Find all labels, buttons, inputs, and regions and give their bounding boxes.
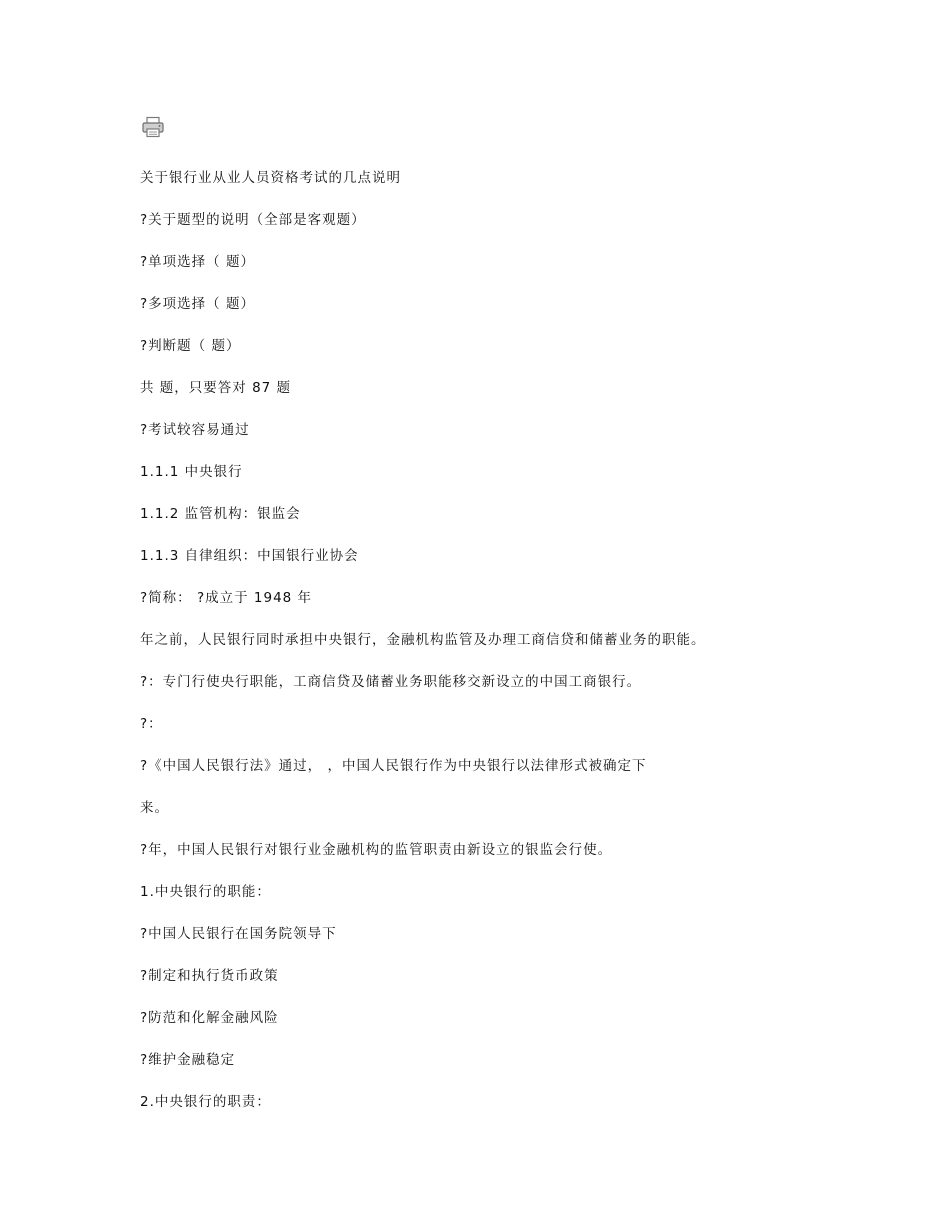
section-heading: 2.中央银行的职责：: [140, 1094, 271, 1110]
text-line: ?关于题型的说明（全部是客观题）: [140, 212, 366, 228]
text-line: ?：: [140, 716, 163, 732]
text-line: ?单项选择（ 题）: [140, 254, 255, 270]
text-line: 来。: [140, 800, 169, 816]
text-line: ?：专门行使央行职能，工商信贷及储蓄业务职能移交新设立的中国工商银行。: [140, 674, 642, 690]
printer-icon[interactable]: [141, 116, 165, 138]
text-line: 年之前，人民银行同时承担中央银行，金融机构监管及办理工商信贷和储蓄业务的职能。: [140, 632, 706, 648]
text-line: ?年，中国人民银行对银行业金融机构的监管职责由新设立的银监会行使。: [140, 842, 613, 858]
section-heading: 1.1.2 监管机构：银监会: [140, 506, 301, 522]
text-line: 共 题，只要答对 87 题: [140, 380, 292, 396]
text-line: ?考试较容易通过: [140, 422, 250, 438]
section-heading: 1.1.1 中央银行: [140, 464, 243, 480]
section-heading: 1.中央银行的职能：: [140, 884, 271, 900]
text-line: ?维护金融稳定: [140, 1052, 236, 1068]
text-line: ?简称： ?成立于 1948 年: [140, 590, 313, 606]
text-line: ?判断题（ 题）: [140, 338, 241, 354]
text-line: ?防范和化解金融风险: [140, 1010, 279, 1026]
text-line: ?多项选择（ 题）: [140, 296, 255, 312]
text-line: ?中国人民银行在国务院领导下: [140, 926, 337, 942]
text-line: ?《中国人民银行法》通过， ，中国人民银行作为中央银行以法律形式被确定下: [140, 758, 647, 774]
document-body: [140, 167, 920, 1133]
section-heading: 1.1.3 自律组织：中国银行业协会: [140, 548, 359, 564]
text-line: ?制定和执行货币政策: [140, 968, 279, 984]
doc-title: 关于银行业从业人员资格考试的几点说明: [140, 170, 401, 186]
